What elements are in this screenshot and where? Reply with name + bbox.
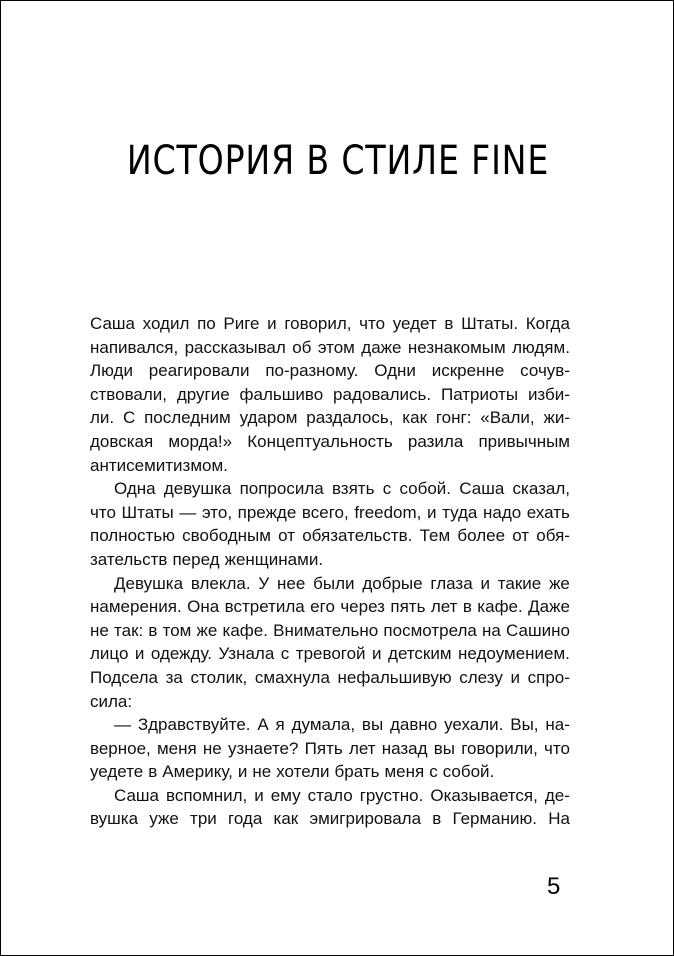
word: даже <box>361 337 402 357</box>
text-line <box>90 784 570 808</box>
word: хотели <box>276 762 330 782</box>
word: более <box>457 526 506 546</box>
word: туда <box>442 502 478 522</box>
word: Люди <box>90 361 133 381</box>
word: верное, <box>90 738 151 758</box>
word: де- <box>544 785 570 805</box>
text-line <box>90 454 570 478</box>
word: спро- <box>527 667 570 687</box>
word: женщинами. <box>224 549 324 569</box>
word: Девушка <box>114 573 184 593</box>
word: как <box>273 809 299 829</box>
text-line <box>90 524 570 548</box>
word: на <box>482 620 501 640</box>
word: говорил, <box>284 314 352 333</box>
word: намерения. <box>90 597 182 617</box>
word: сказал, <box>512 479 570 499</box>
text-line <box>90 312 570 336</box>
word: как <box>402 408 427 428</box>
text-line <box>90 737 570 761</box>
word: Штаты. <box>461 314 519 333</box>
word: за <box>165 667 183 687</box>
word: и <box>134 644 145 664</box>
word: его <box>310 597 335 617</box>
word: Подсела <box>90 667 158 687</box>
word: тревогой <box>295 644 366 664</box>
word: Когда <box>525 314 570 333</box>
text-line <box>90 690 570 714</box>
word: вушка <box>90 809 139 829</box>
word: Тем <box>419 526 451 546</box>
word: в <box>462 597 472 617</box>
text-line <box>90 807 570 831</box>
word: давно <box>390 715 438 735</box>
word: узнаете? <box>227 738 299 758</box>
word: влекла. <box>190 573 251 593</box>
text-line <box>90 595 570 619</box>
word: с <box>429 762 438 782</box>
word: одежду. <box>150 644 212 664</box>
word: добрые <box>362 573 423 593</box>
word: полностью <box>90 526 175 546</box>
word: назад <box>381 738 428 758</box>
word: стало <box>307 785 353 805</box>
text-line <box>90 548 570 572</box>
word: Сашино <box>506 620 570 640</box>
word: собой. <box>442 762 495 782</box>
word: морда!» <box>168 431 233 451</box>
page-number: 5 <box>547 873 561 900</box>
word: кафе. <box>222 620 268 640</box>
word: взять <box>331 479 375 499</box>
word: лет <box>430 597 458 617</box>
word: гонг: <box>435 408 472 428</box>
word: Здравствуйте. <box>137 715 251 735</box>
word: всего, <box>301 502 349 522</box>
word: уедете <box>90 762 144 782</box>
word: и <box>237 762 248 782</box>
body-text <box>90 312 570 831</box>
word: фальшиво <box>239 384 324 404</box>
word: У <box>258 573 270 593</box>
word: не <box>202 738 222 758</box>
word: смахнула <box>254 667 330 687</box>
word: этом <box>317 337 355 357</box>
word: ему <box>270 785 301 805</box>
word: думала, <box>291 715 356 735</box>
word: были <box>313 573 355 593</box>
text-line <box>90 383 570 407</box>
word: перед <box>172 549 220 569</box>
word: не <box>252 762 272 782</box>
word: реагировали <box>148 361 250 381</box>
word: же <box>549 573 570 593</box>
word: детским <box>388 644 452 664</box>
word: Одни <box>374 361 416 381</box>
word: посмотрела <box>383 620 477 640</box>
word: На <box>548 809 570 829</box>
word: обя- <box>536 526 570 546</box>
word: в <box>148 620 158 640</box>
word: что <box>359 314 386 333</box>
word: слезу <box>459 667 503 687</box>
word: последним <box>144 408 231 428</box>
word: и <box>254 785 264 805</box>
text-line <box>90 430 570 454</box>
text-line <box>90 713 570 737</box>
word: что <box>90 502 116 522</box>
word: эмигрировала <box>309 809 422 829</box>
text-line <box>90 336 570 360</box>
word: С <box>122 408 136 428</box>
text-line <box>90 666 570 690</box>
word: брать <box>334 762 380 782</box>
word: Америку, <box>162 762 233 782</box>
word: от <box>512 526 530 546</box>
text-line <box>90 619 570 643</box>
word: в <box>432 809 442 829</box>
word: freedom, <box>354 502 422 522</box>
word: Вы, <box>510 715 539 735</box>
word: людям. <box>512 337 570 357</box>
word: встретила <box>224 597 305 617</box>
word: меня <box>156 738 197 758</box>
word: А <box>257 715 269 735</box>
word: попросила <box>239 479 324 499</box>
word: зательств <box>90 549 168 569</box>
word: года <box>228 809 263 829</box>
word: с <box>382 479 392 499</box>
word: радовались. <box>333 384 432 404</box>
word: вы <box>433 738 455 758</box>
word: рассказывал <box>184 337 286 357</box>
word: и <box>510 667 520 687</box>
word: Внимательно <box>273 620 379 640</box>
text-line <box>90 642 570 666</box>
word: на- <box>545 715 570 735</box>
word: ударом <box>239 408 298 428</box>
word: от <box>278 526 296 546</box>
word: говорили, <box>461 738 538 758</box>
text-line <box>90 406 570 430</box>
word: через <box>340 597 385 617</box>
word: Риге <box>223 314 260 333</box>
word: Саша <box>114 785 160 805</box>
word: довская <box>90 431 154 451</box>
word: меня <box>384 762 425 782</box>
word: это, <box>201 502 233 522</box>
word: разила <box>407 431 464 451</box>
word: три <box>190 809 217 829</box>
word: Даже <box>528 597 570 617</box>
word: что <box>544 738 570 758</box>
word: Узнала <box>218 644 275 664</box>
word: надо <box>482 502 522 522</box>
word: об <box>292 337 312 357</box>
word: уже <box>149 809 179 829</box>
word: и <box>480 573 490 593</box>
word: Она <box>187 597 220 617</box>
word: том <box>162 620 192 640</box>
word: Саша <box>90 314 136 333</box>
chapter-title: ИСТОРИЯ В СТИЛЕ FINE <box>126 138 550 184</box>
word: Концептуальность <box>247 431 393 451</box>
word: и <box>372 644 382 664</box>
word: Штаты <box>121 502 174 522</box>
word: сочув- <box>520 361 570 381</box>
word: по-разному. <box>265 361 359 381</box>
word: с <box>280 644 290 664</box>
word: уехали. <box>444 715 504 735</box>
word: искренне <box>431 361 505 381</box>
word: в <box>148 762 158 782</box>
word: ли. <box>90 408 115 428</box>
word: столик, <box>190 667 248 687</box>
word: нее <box>277 573 306 593</box>
word: жи- <box>543 408 570 428</box>
word: ствовали, <box>90 384 168 404</box>
word: кафе. <box>477 597 523 617</box>
word: же <box>196 620 218 640</box>
word: девушка <box>163 479 232 499</box>
word: изби- <box>527 384 570 404</box>
text-line <box>90 477 570 501</box>
word: глаза <box>430 573 473 593</box>
word: не <box>90 620 109 640</box>
word: недоумением. <box>458 644 570 664</box>
word: Одна <box>114 479 156 499</box>
text-line <box>90 359 570 383</box>
word: прежде <box>237 502 297 522</box>
word: Пять <box>304 738 343 758</box>
word: вспомнил, <box>166 785 248 805</box>
word: собой. <box>399 479 452 499</box>
word: свободным <box>182 526 271 546</box>
word: пять <box>390 597 426 617</box>
word: сила: <box>90 691 133 711</box>
word: такие <box>497 573 542 593</box>
word: Патриоты <box>440 384 519 404</box>
word: ехать <box>526 502 570 522</box>
word: и <box>427 502 437 522</box>
word: другие <box>176 384 230 404</box>
word: по <box>197 314 216 333</box>
word: обязательств. <box>302 526 413 546</box>
word: раздалось, <box>306 408 394 428</box>
word: напивался, <box>90 337 179 357</box>
word: — <box>179 502 197 522</box>
word: — <box>114 715 131 735</box>
word: привычным <box>478 431 570 451</box>
word: вы <box>361 715 384 735</box>
word: нефальшивую <box>337 667 452 687</box>
word: уедет <box>392 314 437 333</box>
text-line <box>90 572 570 596</box>
word: в <box>444 314 454 333</box>
word: незнакомым <box>407 337 506 357</box>
word: Саша <box>459 479 505 499</box>
word: ходил <box>142 314 190 333</box>
word: Германию. <box>452 809 537 829</box>
text-line <box>90 760 570 784</box>
word: и <box>267 314 277 333</box>
word: я <box>275 715 285 735</box>
word: антисемитизмом. <box>90 455 228 475</box>
word: грустно. <box>359 785 424 805</box>
word: лицо <box>90 644 129 664</box>
word: так: <box>114 620 144 640</box>
word: лет <box>348 738 376 758</box>
text-line <box>90 501 570 525</box>
word: Оказывается, <box>430 785 538 805</box>
word: «Вали, <box>480 408 535 428</box>
